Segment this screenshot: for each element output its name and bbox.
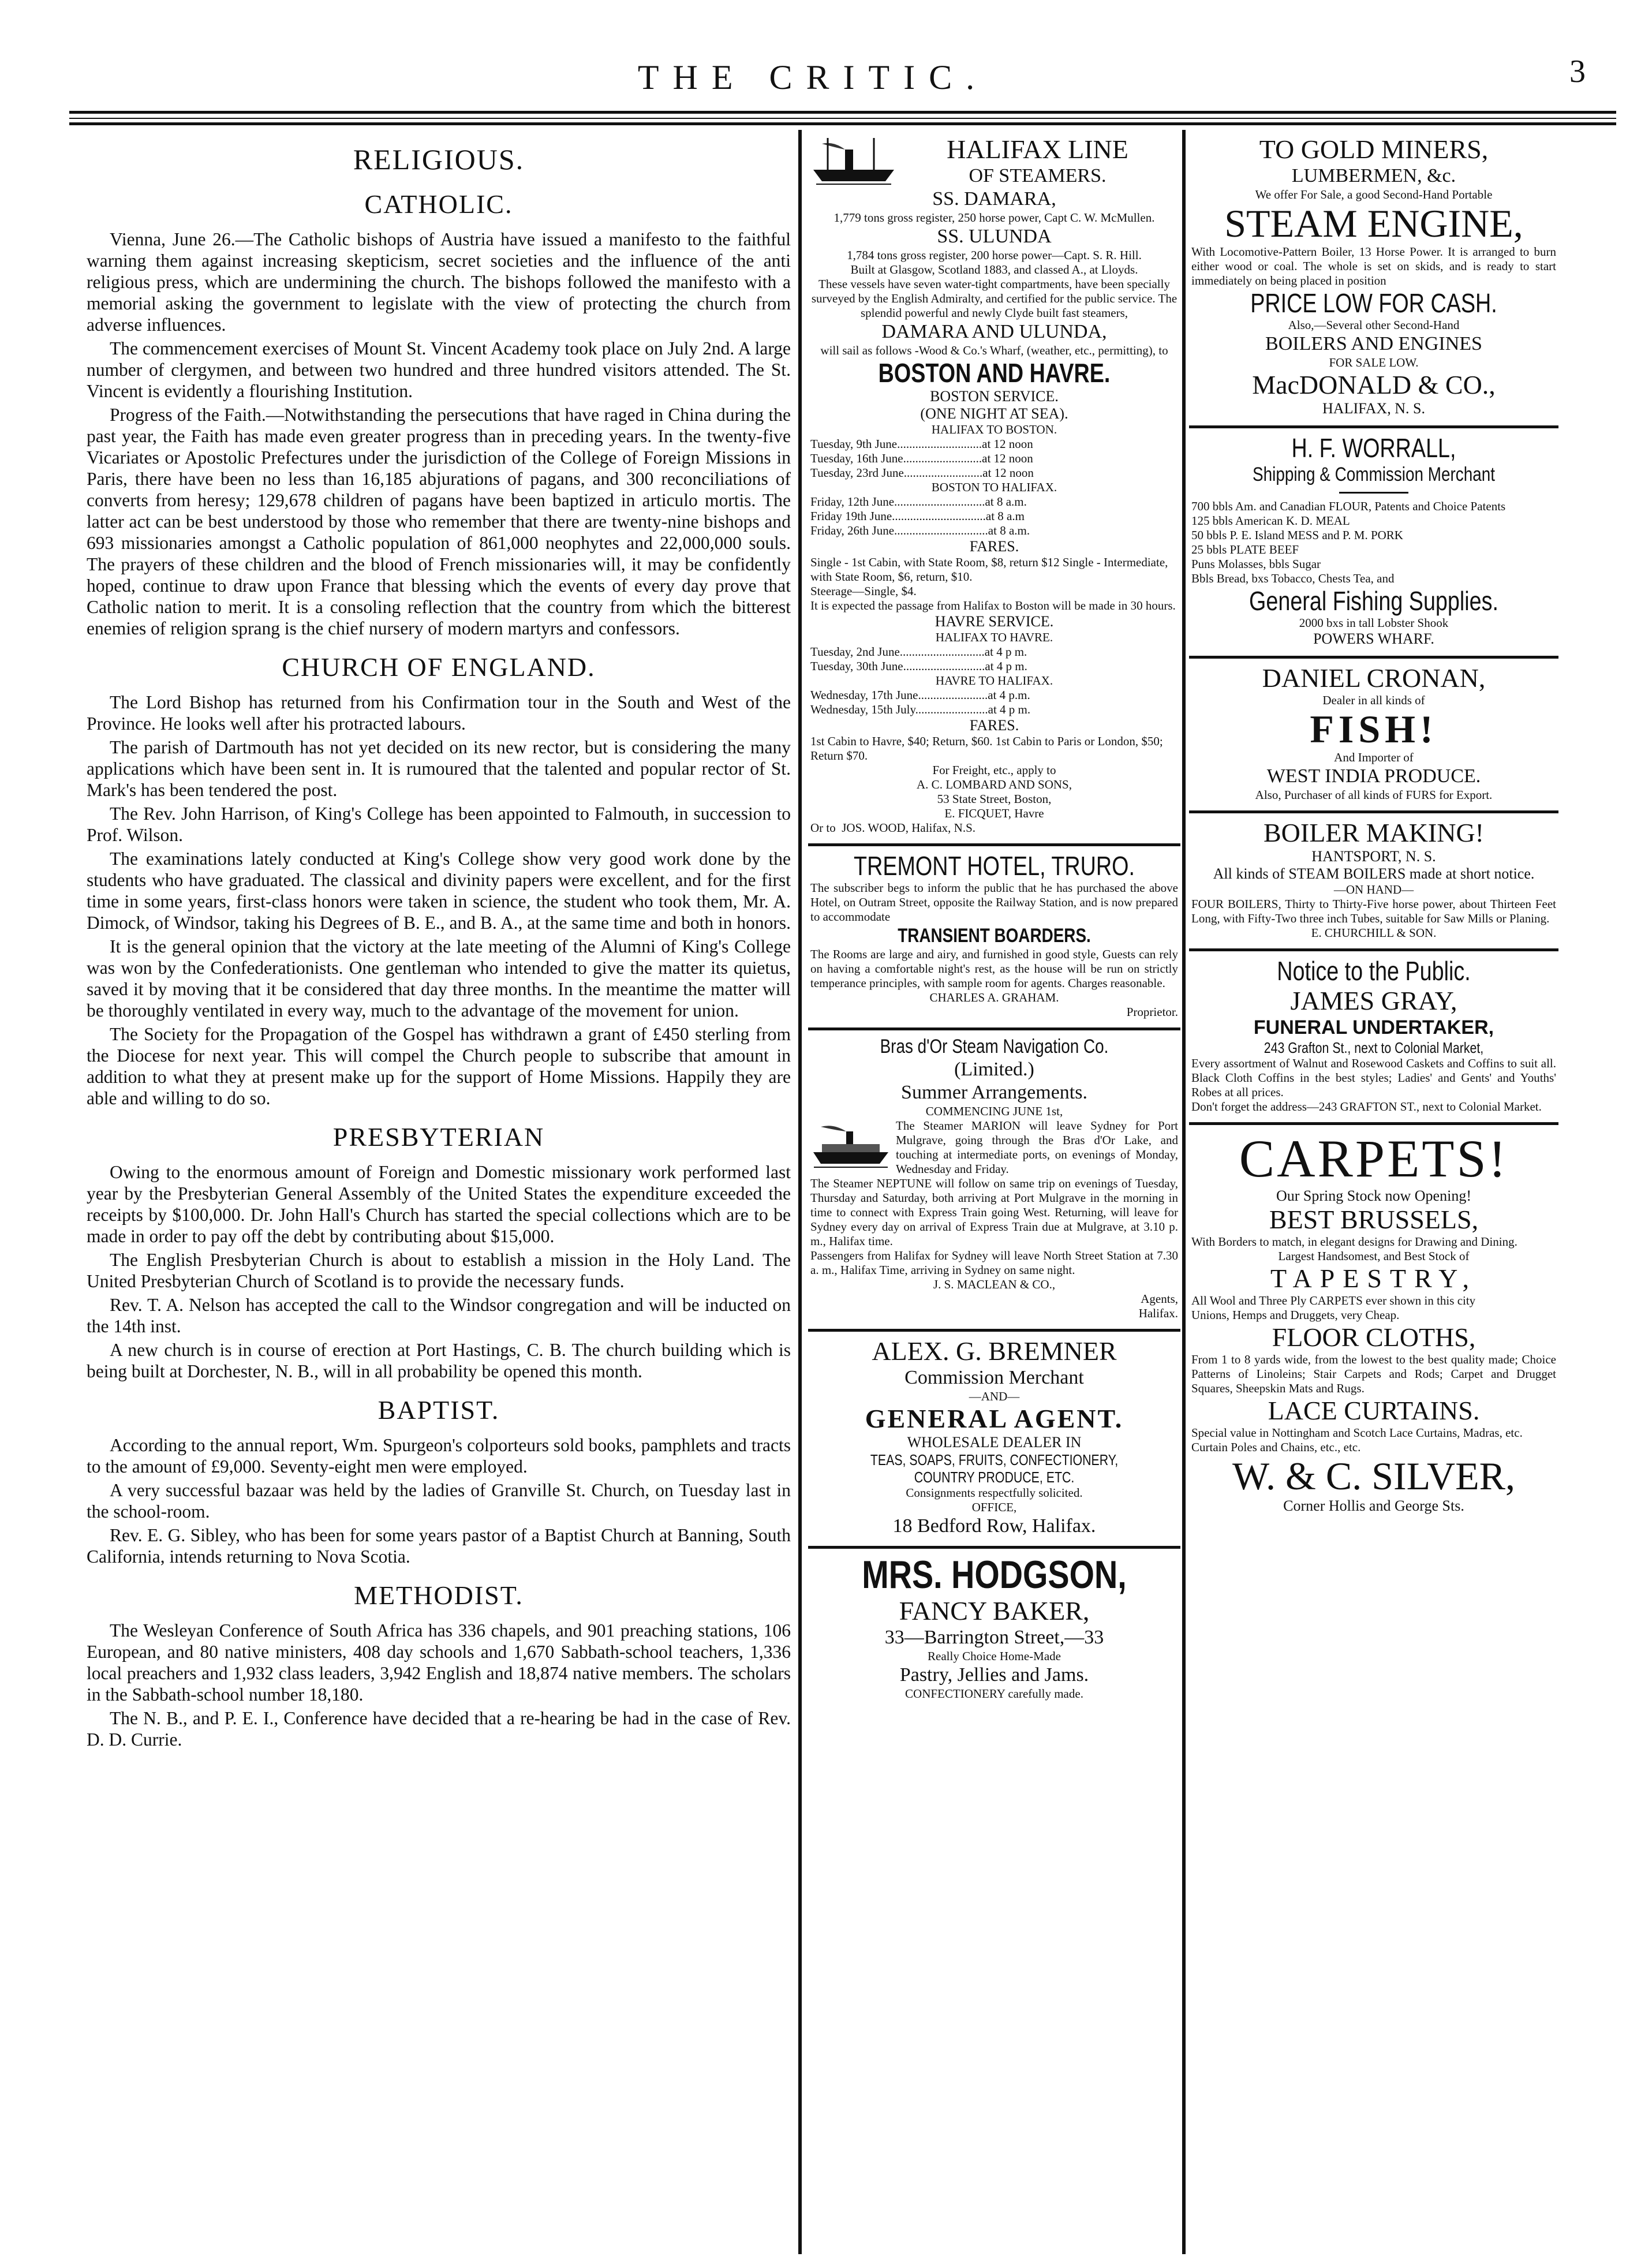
schedule-heading: HALIFAX TO HAVRE. [935, 630, 1053, 644]
article-paragraph: The Wesleyan Conference of South Africa has 336 chapels, and 901 preaching stations, 106 European, and 80 native ministers, 408 day schools and 1,670 Sabbath-school teachers, 1,336 local preachers and 1,932 class leaders, 3,942 English and 18,874 native members. The scholars in the Sabbath-school number 18,180. [87, 1620, 791, 1705]
worrall-item: 700 bbls Am. and Canadian FLOUR, Patents and Choice Patents [1191, 499, 1506, 513]
steam-engine: STEAM ENGINE, [1224, 201, 1523, 245]
funeral-undertaker: FUNERAL UNDERTAKER, [1253, 1017, 1494, 1038]
schedule-heading: HAVRE TO HALIFAX. [935, 674, 1053, 688]
tapestry-desc: All Wool and Three Ply CARPETS ever shown in this city [1191, 1294, 1476, 1307]
page-number: 3 [1569, 54, 1586, 89]
column-divider-2 [1182, 130, 1186, 2254]
hodgson-sub: FANCY BAKER, [899, 1596, 1090, 1626]
price-low: PRICE LOW FOR CASH. [1250, 288, 1497, 318]
bremner-and: —AND— [969, 1389, 1020, 1403]
column-divider-1 [798, 130, 802, 2254]
bras-dor-text: Passengers from Halifax for Sydney will leave North Street Station at 7.30 a. m., Halifax Time, arriving in Sydney on same night. [810, 1249, 1178, 1277]
article-paragraph: The examinations lately conducted at King's College show very good work done by the students who have graduated. The classical and divinity papers were excellent, and for the first time in some years, first-class honors were taken in science, the student who took them, Mr. A. Dimock, of Windsor, taking his Degrees of B. E., and B. A., at the same time and both in honors. [87, 849, 791, 933]
boilers-engines: BOILERS AND ENGINES [1265, 333, 1482, 354]
hodgson-items: Pastry, Jellies and Jams. [899, 1664, 1089, 1686]
newspaper-title: THE CRITIC. [637, 58, 989, 96]
halifax-line-ad [808, 130, 1180, 846]
tremont-text: The Rooms are large and airy, and furnished in good style, Guests can rely on having a comfortable night's rest, as the house will be run on strictly temperance principles, with sample room for agents. Charges reasonable. [810, 947, 1178, 990]
largest-stock: Largest Handsomest, and Best Stock of [1278, 1249, 1470, 1263]
ads-column-right [1189, 130, 1558, 2254]
church-of-england-heading: CHURCH OF ENGLAND. [282, 652, 596, 682]
freight-note: For Freight, etc., apply to [932, 763, 1056, 777]
schedule-row: Friday 19th June...............................at 8 a.m [810, 509, 1025, 523]
article-paragraph: The Society for the Propagation of the Gospel has withdrawn a grant of £450 sterling from the Diocese for next year. This will compel the Church people to subscribe that amount in addition to what they at present make up for the support of Home Missions. Happily they are able and willing to do so. [87, 1024, 791, 1108]
worrall-sub: Shipping & Commission Merchant [1253, 464, 1495, 485]
worrall-item: 125 bbls American K. D. MEAL [1191, 514, 1350, 528]
sailing-note: will sail as follows -Wood & Co.'s Wharf, (weather, etc., permitting), to [820, 343, 1168, 357]
on-hand-desc: FOUR BOILERS, Thirty to Thirty-Five horse power, about Thirteen Feet Long, with Fifty-Two three inch Tubes, suitable for Saw Mills or Planing. [1191, 897, 1556, 925]
fares-text: Single - 1st Cabin, with State Room, $8, return $12 Single - Intermediate, with State Room, $6, return, $10. [810, 555, 1168, 584]
boiler-desc: All kinds of STEAM BOILERS made at short notice. [1213, 865, 1535, 882]
ship-desc: 1,784 tons gross register, 200 horse power—Capt. S. R. Hill. [847, 248, 1142, 262]
halifax-line-subtitle: OF STEAMERS. [969, 165, 1107, 186]
boston-service-heading: BOSTON SERVICE. [930, 388, 1059, 405]
cronan-title: DANIEL CRONAN, [1262, 663, 1486, 693]
article-paragraph: The parish of Dartmouth has not yet decided on its new rector, but is considering the many applications which have been sent in. It is rumoured that the talented and popular rector of St. Mark's has been tendered the post. [87, 737, 791, 800]
header-rule-bottom [69, 122, 1616, 125]
article-paragraph: Rev. T. A. Nelson has accepted the call to the Windsor congregation and will be inducted on the 14th inst. [87, 1295, 791, 1336]
header-rule-top [69, 111, 1616, 114]
hodgson-title: MRS. HODGSON, [862, 1553, 1127, 1597]
gray-remember: Don't forget the address—243 GRAFTON ST., next to Colonial Market. [1191, 1100, 1542, 1114]
bremner-goods: TEAS, SOAPS, FRUITS, CONFECTIONERY, COUNTRY PRODUCE, ETC. [870, 1451, 1119, 1486]
silver-address: Corner Hollis and George Sts. [1283, 1497, 1464, 1514]
proprietor-name: CHARLES A. GRAHAM. [929, 991, 1059, 1004]
agent-name: J. S. MACLEAN & CO., [933, 1277, 1056, 1291]
hodgson-choice: Really Choice Home-Made [928, 1649, 1061, 1663]
worrall-item: 50 bbls P. E. Island MESS and P. M. PORK [1191, 528, 1403, 542]
for-sale-low: FOR SALE LOW. [1329, 356, 1419, 369]
article-paragraph: According to the annual report, Wm. Spurgeon's colporteurs sold books, pamphlets and tracts to the amount of £9,000. Seventy-eight men were employed. [87, 1435, 791, 1477]
brussels-desc: With Borders to match, in elegant designs for Drawing and Dining. [1191, 1235, 1517, 1249]
cronan-furs: Also, Purchaser of all kinds of FURS for Export. [1255, 788, 1493, 802]
presbyterian-heading: PRESBYTERIAN [332, 1122, 545, 1152]
article-paragraph: Vienna, June 26.—The Catholic bishops of Austria have issued a manifesto to the faithful warning them against increasing skepticism, secret societies and the influence of the anti religious press, which are undermining the church. The bishops followed the manifesto with a memorial asking the government to legislate with the view of protecting the church from adverse influences. [87, 229, 791, 335]
religious-column [87, 130, 791, 2254]
article-paragraph: Rev. E. G. Sibley, who has been for some years pastor of a Baptist Church at Banning, South California, intends returning to Nova Scotia. [87, 1525, 791, 1567]
boiler-owner: E. CHURCHILL & SON. [1311, 926, 1437, 940]
schedule-row: Wednesday, 17th June.......................at 4 p.m. [810, 688, 1030, 702]
commencing-date: COMMENCING JUNE 1st, [925, 1104, 1063, 1118]
agent-name: JOS. WOOD, Halifax, N.S. [842, 821, 976, 835]
passage-note: It is expected the passage from Halifax to Boston will be made in 30 hours. [810, 599, 1176, 612]
tremont-hotel-ad [808, 846, 1180, 1030]
bras-dor-text: The Steamer MARION will leave Sydney for Port Mulgrave, going through the Bras d'Or Lake, and touching at intermediate ports, on evenings of Monday, Wednesday and Friday. [896, 1119, 1178, 1176]
agent-label: Agents, [1141, 1292, 1178, 1306]
unions-note: Unions, Hemps and Druggets, very Cheap. [1191, 1308, 1400, 1322]
bras-dor-title: Bras d'Or Steam Navigation Co. [880, 1036, 1109, 1058]
schedule-row: Tuesday, 16th June..........................at 12 noon [810, 451, 1033, 465]
catholic-heading: CATHOLIC. [364, 189, 513, 219]
agent-name: E. FICQUET, Havre [944, 806, 1044, 820]
lace-desc: Special value in Nottingham and Scotch Lace Curtains, Madras, etc. [1191, 1426, 1523, 1440]
curtain-poles: Curtain Poles and Chains, etc., etc. [1191, 1440, 1361, 1454]
masthead [0, 54, 1626, 110]
bremner-title: ALEX. G. BREMNER [872, 1336, 1117, 1366]
ads-column-middle [808, 130, 1180, 2254]
proprietor-title: Proprietor. [1126, 1005, 1178, 1019]
engine-desc: With Locomotive-Pattern Boiler, 13 Horse Power. It is arranged to burn either wood or coal. The whole is set on skids, and is ready to start immediately on being placed in position [1191, 245, 1556, 287]
fares-text: 1st Cabin to Havre, $40; Return, $60. 1st Cabin to Paris or London, $50; Return $70. [810, 734, 1163, 763]
best-brussels: BEST BRUSSELS, [1269, 1205, 1479, 1234]
schedule-heading: HALIFAX TO BOSTON. [931, 423, 1057, 436]
article-paragraph: Owing to the enormous amount of Foreign and Domestic missionary work performed last year by the Presbyterian General Assembly of the United States the expenditure exceeded the receipts by $100,000. Dr. John Hall's Church has started the special collections which are to be made in order to pay off the debt by contributing about $15,000. [87, 1162, 791, 1246]
hodgson-ad [808, 1549, 1180, 1709]
consignments: Consignments respectfully solicited. [906, 1486, 1083, 1500]
cronan-ad [1189, 659, 1558, 813]
gold-sub: LUMBERMEN, &c. [1291, 165, 1456, 186]
gray-address: 243 Grafton St., next to Colonial Market, [1264, 1039, 1484, 1056]
tremont-text: The subscriber begs to inform the public that he has purchased the above Hotel, on Outram Street, opposite the Railway Station, and is now prepared to accommodate [810, 881, 1178, 924]
article-paragraph: Progress of the Faith.—Notwithstanding the persecutions that have raged in China during the past year, the Faith has made even greater progress than in preceding years. In the twenty-five Vicariates or Apostolic Prefectures under the jurisdiction of the College of Foreign Missions in Paris, there have been no less than 16,185 abjurations of pagans, and 300 reconciliations of converts from heresy; 129,678 children of pagans have been baptized in articulo mortis. The latter act can be best understood by those who remember that there are twenty-nine bishops and 693 missionaries amongst a Catholic population of 861,000 neophytes and 22,000,000 souls. The prayers of these children and the blood of French missionaries will, it may be confidently hoped, continue to draw upon France that blessing which the events of every day prove that Catholic nation to merit. It is a consoling reflection that the country from which the bitterest enemies of religion sprang is the chief nursery of modern martyrs and confessors. [87, 405, 791, 638]
cronan-importer: And Importer of [1334, 750, 1414, 764]
james-gray-ad [1189, 951, 1558, 1125]
fish-label: FISH! [1310, 707, 1438, 751]
wholesale-dealer: WHOLESALE DEALER IN [907, 1434, 1082, 1451]
methodist-heading: METHODIST. [354, 1580, 524, 1610]
route-title: BOSTON AND HAVRE. [878, 358, 1111, 388]
summer-arrangements: Summer Arrangements. [901, 1082, 1087, 1103]
boiler-title: BOILER MAKING! [1263, 818, 1484, 847]
bremner-address: 18 Bedford Row, Halifax. [892, 1515, 1096, 1537]
notice-to-public: Notice to the Public. [1277, 956, 1471, 986]
floor-cloths: FLOOR CLOTHS, [1272, 1322, 1476, 1352]
hodgson-address: 33—Barrington Street,—33 [884, 1627, 1104, 1648]
macdonald-city: HALIFAX, N. S. [1322, 400, 1425, 417]
schedule-row: Friday, 12th June..............................at 8 a.m. [810, 495, 1027, 509]
fishing-supplies: General Fishing Supplies. [1249, 586, 1498, 616]
header-rule-mid [69, 118, 1616, 119]
schedule-row: Tuesday, 30th June...........................at 4 p m. [810, 659, 1027, 673]
ship-built: Built at Glasgow, Scotland 1883, and classed A., at Lloyds. [850, 263, 1138, 277]
gray-desc: Every assortment of Walnut and Rosewood Caskets and Coffins to suit all. Black Cloth Coffins in the best styles; Ladies' and Gents' and Youths' Robes at all prices. [1191, 1056, 1556, 1099]
bremner-sub: Commission Merchant [904, 1367, 1084, 1388]
steamboat-icon [810, 1119, 891, 1171]
article-paragraph: The Rev. John Harrison, of King's College has been appointed to Falmouth, in succession to Prof. Wilson. [87, 804, 791, 845]
gray-title: JAMES GRAY, [1290, 986, 1457, 1015]
or-to-label: Or to [810, 821, 836, 835]
gold-miners-ad [1189, 130, 1558, 428]
transient-boarders: TRANSIENT BOARDERS. [898, 925, 1091, 947]
ship-name: SS. DAMARA, [932, 188, 1056, 210]
carpets-title: CARPETS! [1239, 1129, 1509, 1188]
boiler-city: HANTSPORT, N. S. [1311, 848, 1436, 865]
also-note: Also,—Several other Second-Hand [1288, 318, 1460, 332]
havre-service-heading: HAVRE SERVICE. [935, 613, 1054, 630]
halifax-line-title: HALIFAX LINE [947, 134, 1128, 164]
worrall-ad [1189, 428, 1558, 659]
worrall-item: 25 bbls PLATE BEEF [1191, 543, 1299, 556]
worrall-item: Bbls Bread, bxs Tobacco, Chests Tea, and [1191, 571, 1395, 585]
fares-heading: FARES. [969, 717, 1019, 734]
article-paragraph: The commencement exercises of Mount St. Vincent Academy took place on July 2nd. A large number of clergymen, and between two hundred and three hundred visitors attended. The St. Vincent is evidently a flourishing Institution. [87, 338, 791, 401]
agent-name: A. C. LOMBARD AND SONS, [917, 778, 1072, 791]
bras-dor-text: The Steamer NEPTUNE will follow on same trip on evenings of Tuesday, Thursday and Saturday, both arriving at Port Mulgrave in the morning in time to connect with Express Train going West. Returning, will leave for Sydney every day on arrival of Express Train due at Mulgrave, at 3.10 p. m., Halifax time. [810, 1176, 1178, 1248]
schedule-row: Tuesday, 2nd June............................at 4 p m. [810, 645, 1027, 659]
fares-heading: FARES. [969, 538, 1019, 555]
article-paragraph: It is the general opinion that the victory at the late meeting of the Alumni of King's College was won by the Confederationists. One gentleman who intended to give the matter its quietus, saved it by moving that it be considered that day three months. In the meantime the matter will be thoroughly ventilated in every way, much to the advantage of the movement for union. [87, 936, 791, 1021]
schedule-row: Wednesday, 15th July........................at 4 p m. [810, 703, 1031, 716]
schedule-heading: BOSTON TO HALIFAX. [931, 480, 1057, 494]
west-india-produce: WEST INDIA PRODUCE. [1266, 765, 1481, 787]
floor-desc: From 1 to 8 yards wide, from the lowest to the best quality made; Choice Patterns of Linoleins; Stair Carpets and Rods; Carpet and Drugget Squares, Sheepskin Mats and Rugs. [1191, 1352, 1556, 1395]
lace-curtains: LACE CURTAINS. [1268, 1396, 1480, 1425]
steerage-fare: Steerage—Single, $4. [810, 584, 917, 598]
schedule-row: Tuesday, 23rd June..........................at 12 noon [810, 466, 1034, 480]
powers-wharf: POWERS WHARF. [1313, 630, 1434, 647]
carpets-ad [1189, 1125, 1558, 1523]
ship-desc: 1,779 tons gross register, 250 horse power, Capt C. W. McMullen. [833, 211, 1155, 225]
schedule-row: Friday, 26th June...............................at 8 a.m. [810, 524, 1030, 537]
baptist-heading: BAPTIST. [377, 1395, 500, 1425]
night-at-sea: (ONE NIGHT AT SEA). [920, 405, 1068, 422]
tapestry: TAPESTRY, [1270, 1264, 1477, 1293]
ship-names: DAMARA AND ULUNDA, [881, 321, 1107, 342]
cronan-dealer: Dealer in all kinds of [1322, 693, 1425, 707]
on-hand-label: —ON HAND— [1333, 883, 1414, 896]
lobster-shook: 2000 bxs in tall Lobster Shook [1299, 616, 1449, 630]
worrall-title: H. F. WORRALL, [1291, 433, 1456, 463]
agent-city: Halifax. [1138, 1306, 1178, 1320]
short-divider [1339, 492, 1408, 494]
bremner-ad [808, 1332, 1180, 1549]
general-agent: GENERAL AGENT. [865, 1404, 1124, 1433]
ship-name: SS. ULUNDA [937, 226, 1052, 247]
macdonald-name: MacDONALD & CO., [1252, 370, 1496, 399]
agent-address: 53 State Street, Boston, [937, 792, 1052, 806]
article-paragraph: A very successful bazaar was held by the ladies of Granville St. Church, on Tuesday last in the school-room. [87, 1480, 791, 1522]
ship-compartments: These vessels have seven water-tight compartments, have been specially surveyed by the English Admiralty, and certified for the public service. The splendid powerful and newly Clyde built fast steamers, [811, 277, 1178, 320]
gold-offer: We offer For Sale, a good Second-Hand Portable [1255, 188, 1493, 201]
hodgson-confectionery: CONFECTIONERY carefully made. [905, 1687, 1083, 1701]
article-paragraph: The N. B., and P. E. I., Conference have decided that a re-hearing be had in the case of Rev. D. D. Currie. [87, 1708, 791, 1750]
article-paragraph: The English Presbyterian Church is about to establish a mission in the Holy Land. The United Presbyterian Church of Scotland is to provide the necessary funds. [87, 1250, 791, 1291]
article-paragraph: The Lord Bishop has returned from his Confirmation tour in the South and West of the Province. He looks well after his protracted labours. [87, 692, 791, 734]
boiler-making-ad [1189, 813, 1558, 951]
gold-title: TO GOLD MINERS, [1259, 134, 1489, 164]
office-label: OFFICE, [971, 1500, 1017, 1514]
spring-stock: Our Spring Stock now Opening! [1276, 1187, 1471, 1204]
bras-dor-ad [808, 1030, 1180, 1332]
steamship-icon [810, 135, 897, 187]
tremont-title: TREMONT HOTEL, TRURO. [854, 851, 1135, 881]
worrall-item: Puns Molasses, bbls Sugar [1191, 557, 1321, 571]
religious-heading: RELIGIOUS. [353, 143, 525, 175]
article-paragraph: A new church is in course of erection at Port Hastings, C. B. The church building which is being built at Dorchester, N. B., will in all probability be opened this month. [87, 1340, 791, 1381]
silver-name: W. & C. SILVER, [1232, 1454, 1515, 1498]
bras-dor-limited: (Limited.) [954, 1059, 1034, 1080]
schedule-row: Tuesday, 9th June............................at 12 noon [810, 437, 1033, 451]
